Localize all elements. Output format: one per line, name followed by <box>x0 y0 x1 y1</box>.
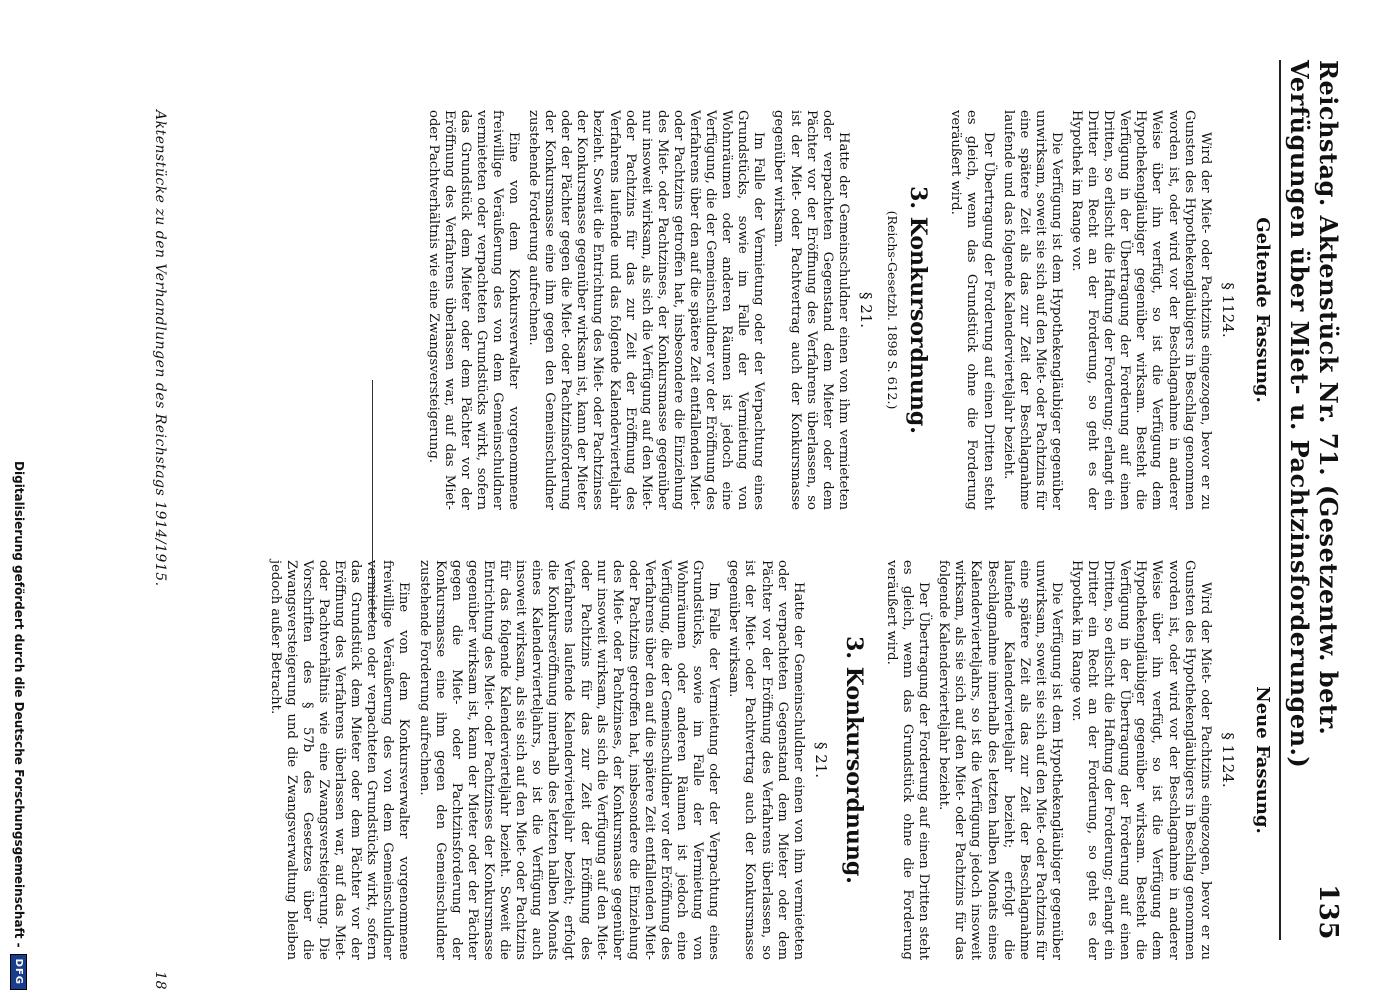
dfg-logo: DFG <box>11 954 28 990</box>
footer-page-number: 18 <box>152 971 168 990</box>
right-column-title: Neue Fassung. <box>1252 686 1273 834</box>
left-section-title: 3. Konkursordnung. <box>905 186 932 434</box>
header-title: Reichstag. Aktenstück Nr. 71. (Gesetzentw. betr. Verfügungen über Miet- u. Pachtzinsforderungen.) <box>1285 60 1343 769</box>
right-paragraph-21-text-3: Eine von dem Konkursverwalter vorgenommene freiwillige Veräußerung des von dem Gemeinschuldner vermieteten oder verpachteten Grundstücks wirkt, sofern das Grundstück dem Mieter oder dem Pächter vor der Eröffnung des Verfahrens überlassen war, auf das Miet- oder Pachtverhältnis wie eine Zwangsversteigerung. Die Vorschriften des § 57b des Gesetzes über die Zwangsversteigerung und die Zwangsverwaltung bleiben jedoch außer Betracht. <box>267 560 412 960</box>
left-paragraph-1124-text-2: Die Verfügung ist dem Hypothekengläubiger gegenüber unwirksam, soweit sie sich auf den Miet- oder Pachtzins für eine spätere Zeit als das zur Zeit der Beschlagnahme laufende und das folgende Kalendervierteljahr bezieht. <box>1000 110 1064 510</box>
right-paragraph-1124-text-3: Der Übertragung der Forderung auf einen Dritten steht es gleich, wenn das Grundstück ohne die Forderung veräußert wird. <box>883 560 932 960</box>
left-paragraph-1124-heading: § 1124. <box>1219 282 1238 338</box>
footnote-divider <box>372 380 373 620</box>
page-header <box>1279 60 1343 940</box>
right-section-title: 3. Konkursordnung. <box>840 636 867 884</box>
credit-text: Digitalisierung gefördert durch die Deutsche Forschungsgemeinschaft - <box>12 461 26 948</box>
right-paragraph-1124-text-2: Die Verfügung ist dem Hypothekengläubiger gegenüber unwirksam, soweit sie sich auf den Miet- oder Pachtzins für eine spätere Zeit als das zur Zeit der Beschlagnahme laufende Kalendervierteljahr bezieht; erfolgt die Beschlagnahme innerhalb des letzten halben Monats eines Kalendervierteljahrs, so ist die Verfügung jedoch insoweit wirksam, als sie sich auf den Miet- oder Pachtzins für das folgende Kalendervierteljahr bezieht. <box>936 560 1064 960</box>
right-column-new-version <box>263 560 1273 960</box>
right-paragraph-1124-heading: § 1124. <box>1219 732 1238 788</box>
left-paragraph-1124-text-3: Der Übertragung der Forderung auf einen Dritten steht es gleich, wenn das Grundstück ohne die Forderung veräußert wird. <box>948 110 996 510</box>
right-paragraph-1124-text-1: Wird der Miet- oder Pachtzins eingezogen, bevor er zu Gunsten des Hypothekengläubigers in Beschlag genommen worden ist, oder wird vor der Beschlagnahme in anderer Weise über ihn verfügt, so ist die Verfügung dem Hypothekengläubiger gegenüber wirksam. Besteht die Verfügung in der Übertragung der Forderung auf einen Dritten, so erlischt die Haftung der Forderung; erlangt ein Dritter ein Recht an der Forderung, so geht es der Hypothek im Range vor. <box>1069 560 1213 960</box>
page-footer <box>152 110 168 990</box>
page-number: 135 <box>1313 884 1343 940</box>
right-paragraph-21-heading: § 21. <box>812 741 831 779</box>
left-paragraph-21-text-2: Im Falle der Vermietung oder der Verpachtung eines Grundstücks, sowie im Falle der Vermietung von Wohnräumen oder anderen Räumen ist jedoch eine Verfügung, die der Gemeinschuldner vor der Eröffnung des Verfahrens über den auf die spätere Zeit entfallenden Miet- oder Pachtzins getroffen hat, insbesondere die Einziehung des Miet- oder Pachtzinses, der Konkursmasse gegenüber nur insoweit wirksam, als sich die Verfügung auf den Miet- oder Pachtzins für das zur Zeit der Eröffnung des Verfahrens laufende und das folgende Kalendervierteljahr bezieht. Soweit die Entrichtung des Miet- oder Pachtzinses der Konkursmasse gegenüber wirksam ist, kann der Mieter oder der Pächter gegen die Miet- oder Pachtzinsforderung der Konkursmasse eine ihm gegen den Gemeinschuldner zustehende Forderung aufrechnen. <box>526 110 767 510</box>
left-section-subtitle: (Reichs-Gesetzbl. 1898 S. 612.) <box>885 210 901 410</box>
left-paragraph-21-text-3: Eine von dem Konkursverwalter vorgenommene freiwillige Veräußerung des von dem Gemeinschuldner vermieteten oder verpachteten Grundstücks wirkt, sofern das Grundstück dem Mieter oder dem Pächter vor der Eröffnung des Verfahrens überlassen war, auf das Miet- oder Pachtverhältnis wie eine Zwangsversteigerung. <box>425 110 521 510</box>
right-paragraph-21-text-2: Im Falle der Vermietung oder der Verpachtung eines Grundstücks, sowie im Falle der Vermietung von Wohnräumen oder anderen Räumen ist jedoch eine Verfügung, die der Gemeinschuldner vor der Eröffnung des Verfahrens über den auf die spätere Zeit entfallenden Miet- oder Pachtzins getroffen hat, insbesondere die Einziehung des Miet- oder Pachtzinses, der Konkursmasse gegenüber nur insoweit wirksam, als sich die Verfügung auf den Miet- oder Pachtzins für das zur Zeit der Eröffnung des Verfahrens laufende Kalendervierteljahr bezieht; erfolgt die Konkurseröffnung innerhalb des letzten halben Monats eines Kalendervierteljahrs, so ist die Verfügung auch insoweit wirksam, als sie sich auf den Miet- oder Pachtzins für das folgende Kalendervierteljahr bezieht. Soweit die Entrichtung des Miet- oder Pachtzinses der Konkursmasse gegenüber wirksam ist, kann der Mieter oder der Pächter gegen die Miet- oder Pachtzinsforderung der Konkursmasse eine ihm gegen den Gemeinschuldner zustehende Forderung aufrechnen. <box>416 560 722 960</box>
footer-source: Aktenstücke zu den Verhandlungen des Reichstags 1914/1915. <box>152 110 168 587</box>
left-paragraph-21-heading: § 21. <box>857 291 876 329</box>
left-column-current-version <box>420 110 1273 510</box>
left-paragraph-1124-text-1: Wird der Miet- oder Pachtzins eingezogen, bevor er zu Gunsten des Hypothekengläubigers in Beschlag genommen worden ist, oder wird vor der Beschlagnahme in anderer Weise über ihn verfügt, so ist die Verfügung dem Hypothekengläubiger gegenüber wirksam. Besteht die Verfügung in der Übertragung der Forderung auf einen Dritten, so erlischt die Haftung der Forderung; erlangt ein Dritter ein Recht an der Forderung, so geht es der Hypothek im Range vor. <box>1069 110 1213 510</box>
right-paragraph-21-text-1: Hatte der Gemeinschuldner einen von ihm vermieteten oder verpachteten Gegenstand dem Mieter oder dem Pächter vor der Eröffnung des Verfahrens überlassen, so ist der Miet- oder Pachtvertrag auch der Konkursmasse gegenüber wirksam. <box>726 560 806 960</box>
left-column-title: Geltende Fassung. <box>1252 217 1273 403</box>
left-paragraph-21-text-1: Hatte der Gemeinschuldner einen von ihm vermieteten oder verpachteten Gegenstand dem Mieter oder dem Pächter vor der Eröffnung des Verfahrens überlassen, so ist der Miet- oder Pachtvertrag auch der Konkursmasse gegenüber wirksam. <box>771 110 851 510</box>
digitization-credit <box>6 0 32 1000</box>
